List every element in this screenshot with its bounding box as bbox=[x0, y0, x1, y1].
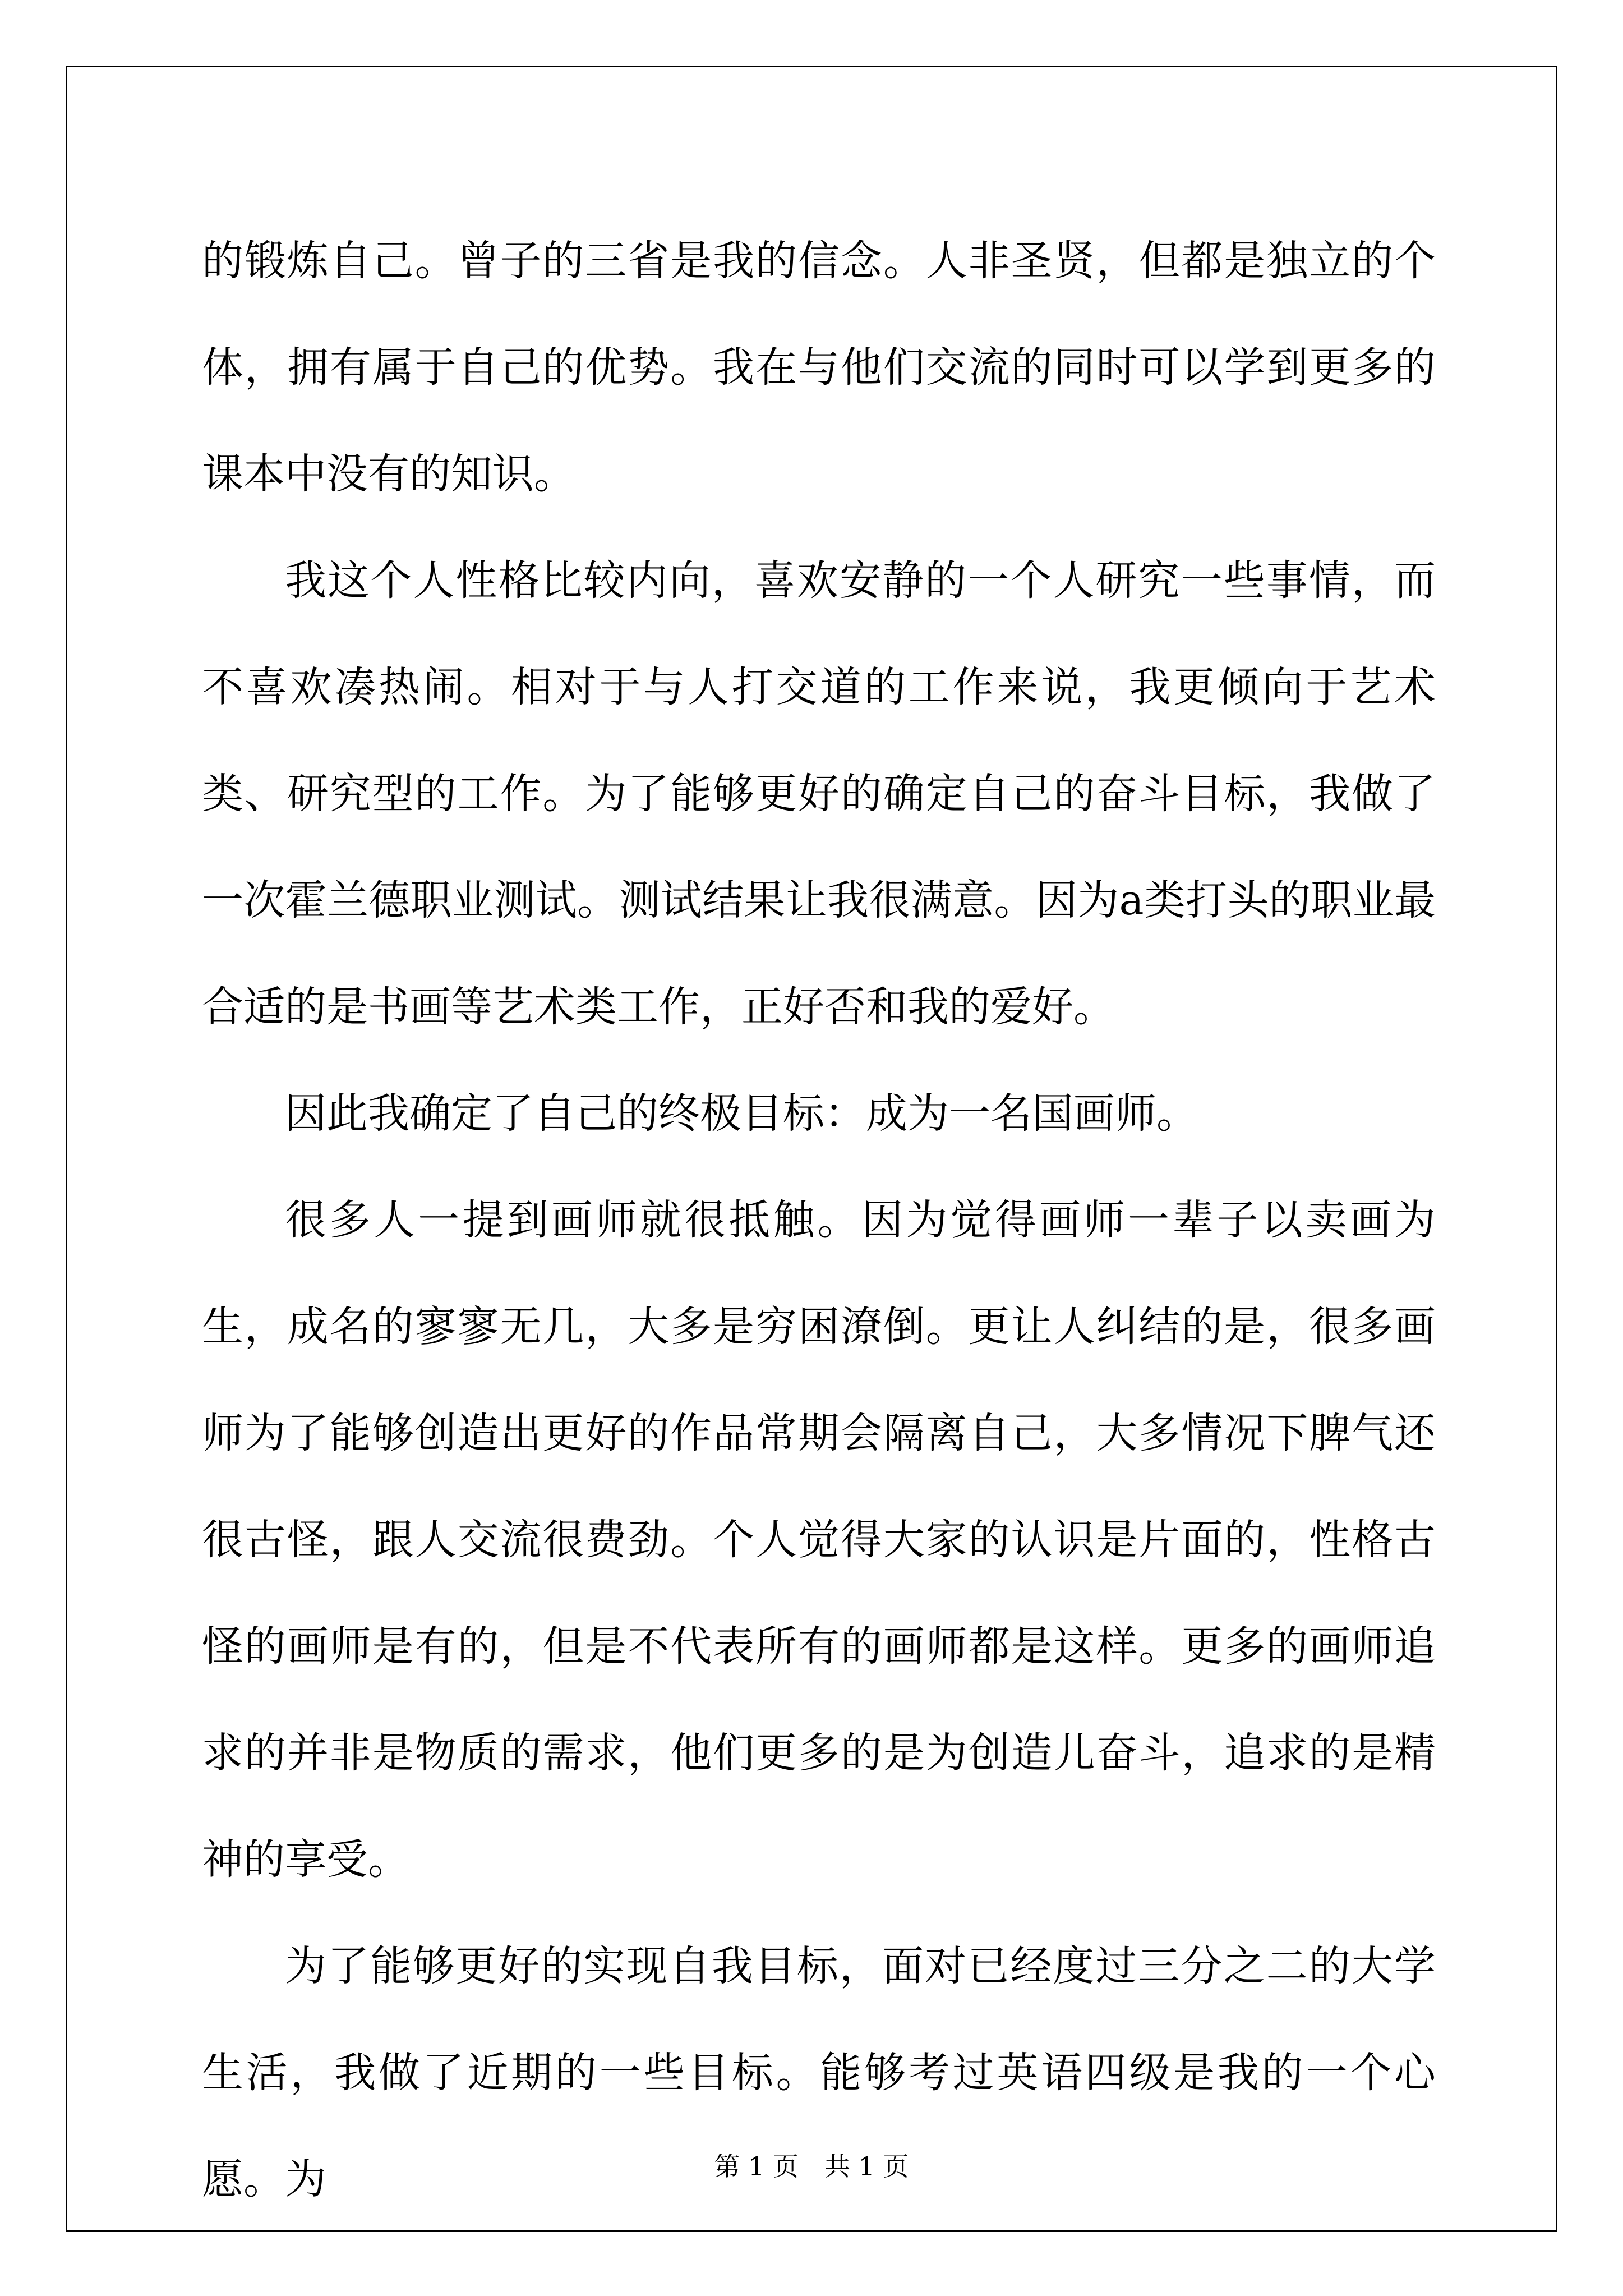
paragraph-3: 因此我确定了自己的终极目标：成为一名国画师。 bbox=[285, 1089, 1198, 1138]
paragraph-2: 我这个人性格比较内向，喜欢安静的一个人研究一些事情，而不喜欢凑热闹。相对于与人打交道的工作来说，我更倾向于艺术类、研究型的工作。为了能够更好的确定自己的奋斗目标，我做了一次霍兰德职业测试。测试结果让我很满意。因为a类打头的职业最合适的是书画等艺术类工作，正好否和我的爱好。 bbox=[202, 556, 1436, 1031]
paragraph-4: 很多人一提到画师就很抵触。因为觉得画师一辈子以卖画为生，成名的寥寥无几，大多是穷困潦倒。更让人纠结的是，很多画师为了能够创造出更好的作品常期会隔离自己，大多情况下脾气还很古怪，跟人交流很费劲。个人觉得大家的认识是片面的，性格古怪的画师是有的，但是不代表所有的画师都是这样。更多的画师追求的并非是物质的需求，他们更多的是为创造儿奋斗，追求的是精神的享受。 bbox=[202, 1196, 1436, 1884]
paragraph-1: 的锻炼自己。曾子的三省是我的信念。人非圣贤，但都是独立的个体，拥有属于自己的优势。我在与他们交流的同时可以学到更多的课本中没有的知识。 bbox=[202, 237, 1436, 498]
paragraph-5: 为了能够更好的实现自我目标，面对已经度过三分之二的大学生活，我做了近期的一些目标。能够考过英语四级是我的一个心愿。为 bbox=[202, 1942, 1436, 2203]
document-body bbox=[202, 208, 1436, 2233]
page-footer: 第 1 页 共 1 页 bbox=[714, 2151, 909, 2182]
